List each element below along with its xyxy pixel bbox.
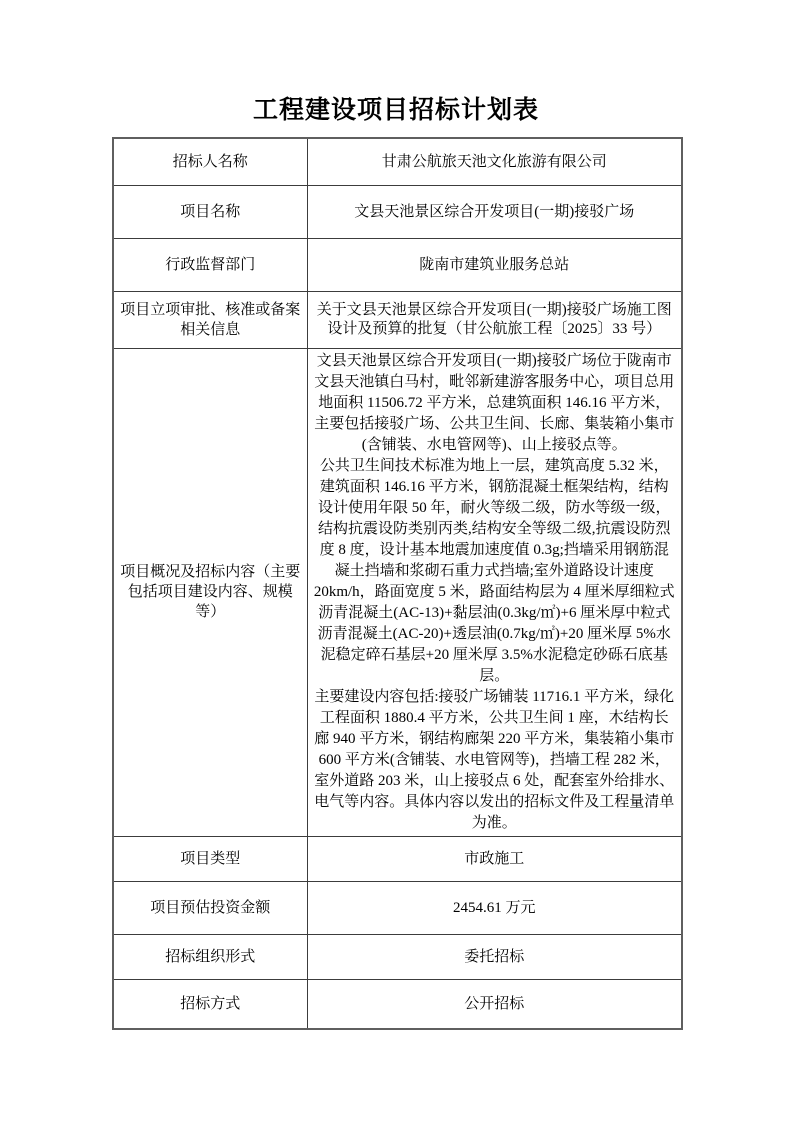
overview-paragraph: 主要建设内容包括:接驳广场铺装 11716.1 平方米，绿化工程面积 1880.4 平方米，公共卫生间 1 座，木结构长廊 940 平方米，钢结构廊架 220 平方米，集装箱小集市 600 平方米(含铺装、水电管网等)，挡墙工程 282 米，室外道路 203 米，山上接驳点 6 处，配套室外给排水、电气等内容。具体内容以发出的招标文件及工程量清单为准。 <box>314 688 675 831</box>
row-bidding-method <box>113 979 682 1029</box>
row-value: 陇南市建筑业服务总站 <box>307 238 682 291</box>
row-label: 项目类型 <box>113 836 307 881</box>
row-label: 行政监督部门 <box>113 238 307 291</box>
row-project-name <box>113 185 682 238</box>
row-label: 项目概况及招标内容（主要包括项目建设内容、规模等） <box>113 348 307 836</box>
row-label: 招标方式 <box>113 979 307 1029</box>
overview-paragraph: 公共卫生间技术标准为地上一层，建筑高度 5.32 米，建筑面积 146.16 平方米，钢筋混凝土框架结构，结构设计使用年限 50 年，耐火等级二级，防水等级一级，结构抗震设防类别丙类,结构安全等级二级,抗震设防烈度 8 度，设计基本地震加速度值 0.3g;挡墙采用钢筋混凝土挡墙和浆砌石重力式挡墙;室外道路设计速度 20km/h，路面宽度 5 米，路面结构层为 4 厘米厚细粒式沥青混凝土(AC-13)+黏层油(0.3kg/㎡)+6 厘米厚中粒式沥青混凝土(AC-20)+透层油(0.7kg/㎡)+20 厘米厚 5%水泥稳定碎石基层+20 厘米厚 3.5%水泥稳定砂砾石底基层。 <box>313 457 675 684</box>
row-label: 招标组织形式 <box>113 934 307 979</box>
row-project-type <box>113 836 682 881</box>
row-value: 委托招标 <box>307 934 682 979</box>
row-value: 市政施工 <box>307 836 682 881</box>
row-value: 文县天池景区综合开发项目(一期)接驳广场 <box>307 185 682 238</box>
row-tenderer-name <box>113 138 682 185</box>
row-value: 甘肃公航旅天池文化旅游有限公司 <box>307 138 682 185</box>
row-supervision-department <box>113 238 682 291</box>
row-label: 项目立项审批、核准或备案相关信息 <box>113 291 307 348</box>
row-label: 项目预估投资金额 <box>113 881 307 934</box>
bid-plan-table <box>112 137 683 1030</box>
overview-paragraph: 文县天池景区综合开发项目(一期)接驳广场位于陇南市文县天池镇白马村，毗邻新建游客服务中心，项目总用地面积 11506.72 平方米，总建筑面积 146.16 平方米，主要包括接驳广场、公共卫生间、长廊、集装箱小集市(含铺装、水电管网等)、山上接驳点等。 <box>314 352 675 453</box>
row-value: 关于文县天池景区综合开发项目(一期)接驳广场施工图设计及预算的批复（甘公航旅工程〔2025〕33 号） <box>307 291 682 348</box>
row-value <box>307 348 682 836</box>
row-label: 招标人名称 <box>113 138 307 185</box>
document-title: 工程建设项目招标计划表 <box>252 97 539 124</box>
row-project-overview <box>113 348 682 836</box>
row-value: 2454.61 万元 <box>307 881 682 934</box>
row-organization-form <box>113 934 682 979</box>
row-estimated-investment <box>113 881 682 934</box>
row-value: 公开招标 <box>307 979 682 1029</box>
row-label: 项目名称 <box>113 185 307 238</box>
row-approval-info <box>113 291 682 348</box>
